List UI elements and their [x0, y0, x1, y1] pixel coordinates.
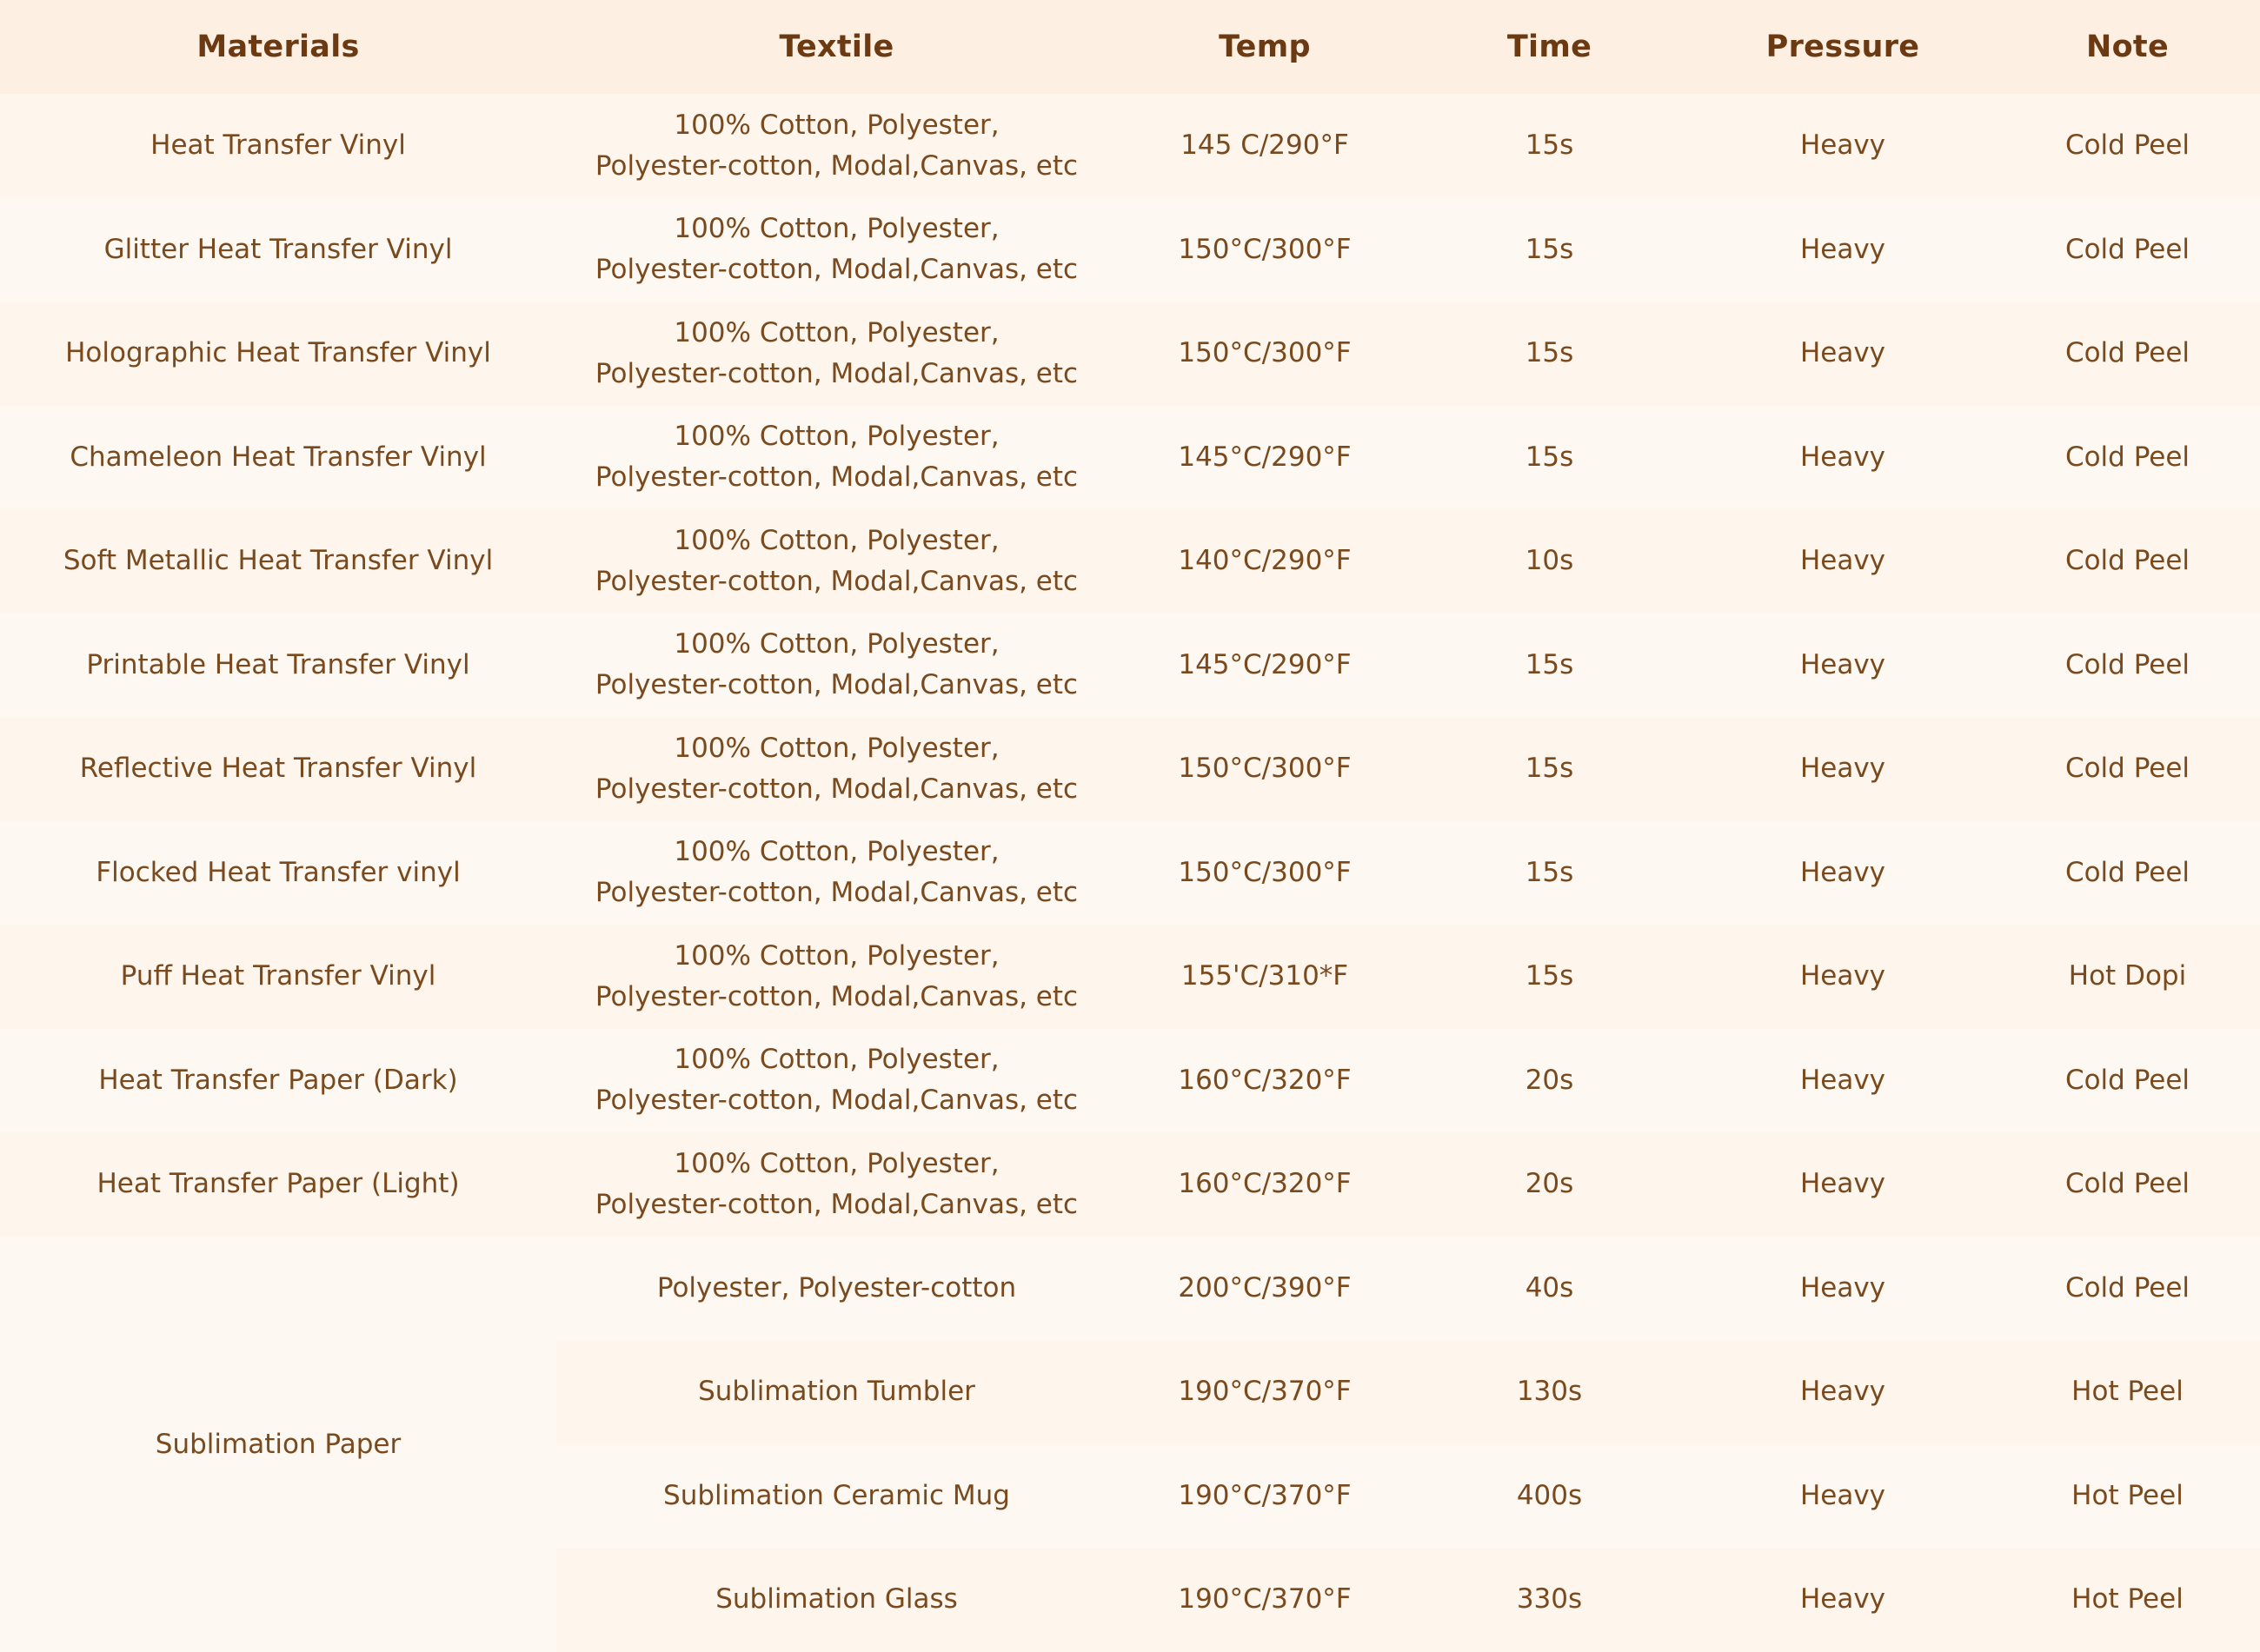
pressure-cell: Heavy [1799, 545, 1886, 577]
header-materials: Materials [196, 30, 360, 64]
pressure-cell: Heavy [1799, 1376, 1886, 1408]
textile-line: 100% Cotton, Polyester, [674, 836, 1000, 868]
note-cell: Cold Peel [2064, 129, 2190, 162]
note-cell: Cold Peel [2064, 1168, 2190, 1200]
temp-cell: 150°C/300°F [1178, 753, 1352, 785]
note-cell: Hot Dopi [2068, 960, 2187, 992]
textile-cell [591, 406, 1082, 510]
time-cell: 40s [1525, 1271, 1574, 1304]
time-cell: 15s [1525, 129, 1574, 162]
temp-cell: 160°C/320°F [1178, 1064, 1352, 1096]
table-row [0, 302, 2260, 406]
pressure-cell: Heavy [1799, 1479, 1886, 1511]
textile-line: Polyester-cotton, Modal,Canvas, etc [595, 980, 1079, 1012]
textile-line: 100% Cotton, Polyester, [674, 213, 1000, 245]
temp-cell: 155'C/310*F [1180, 960, 1349, 992]
table-row [0, 925, 2260, 1029]
textile-cell [591, 198, 1082, 302]
pressure-cell: Heavy [1799, 441, 1886, 473]
textile-cell: Polyester, Polyester-cotton [656, 1271, 1017, 1304]
material-cell: Chameleon Heat Transfer Vinyl [70, 441, 487, 473]
note-cell: Cold Peel [2064, 856, 2190, 888]
textile-line: 100% Cotton, Polyester, [674, 628, 1000, 660]
temp-cell: 150°C/300°F [1178, 856, 1352, 888]
pressure-cell: Heavy [1799, 1168, 1886, 1200]
material-cell: Holographic Heat Transfer Vinyl [65, 337, 491, 369]
temp-cell: 150°C/300°F [1178, 337, 1352, 369]
textile-cell [591, 509, 1082, 614]
table-header [0, 0, 2260, 94]
textile-line: 100% Cotton, Polyester, [674, 316, 1000, 348]
note-cell: Cold Peel [2064, 441, 2190, 473]
time-cell: 330s [1516, 1583, 1583, 1616]
material-cell: Printable Heat Transfer Vinyl [86, 648, 470, 680]
textile-line: Polyester-cotton, Modal,Canvas, etc [595, 669, 1079, 701]
header-temp: Temp [1219, 30, 1311, 64]
textile-line: 100% Cotton, Polyester, [674, 109, 1000, 141]
textile-cell [591, 302, 1082, 406]
textile-line: Polyester-cotton, Modal,Canvas, etc [595, 877, 1079, 909]
temp-cell: 190°C/370°F [1178, 1583, 1352, 1616]
table-row [0, 614, 2260, 718]
time-cell: 20s [1525, 1168, 1574, 1200]
textile-cell [591, 1029, 1082, 1133]
time-cell: 15s [1525, 441, 1574, 473]
time-cell: 20s [1525, 1064, 1574, 1096]
header-pressure: Pressure [1765, 30, 1920, 64]
textile-cell [591, 925, 1082, 1029]
note-cell: Hot Peel [2071, 1376, 2184, 1408]
textile-cell [591, 717, 1082, 821]
textile-line: Polyester-cotton, Modal,Canvas, etc [595, 149, 1079, 182]
material-cell: Heat Transfer Paper (Dark) [98, 1064, 458, 1096]
temp-cell: 140°C/290°F [1178, 545, 1352, 577]
table-row [0, 717, 2260, 821]
material-cell: Heat Transfer Paper (Light) [96, 1168, 460, 1200]
pressure-cell: Heavy [1799, 960, 1886, 992]
textile-line: 100% Cotton, Polyester, [674, 1044, 1000, 1076]
temp-cell: 200°C/390°F [1178, 1271, 1352, 1304]
textile-cell: Sublimation Glass [715, 1583, 958, 1616]
pressure-cell: Heavy [1799, 1064, 1886, 1096]
table-row [0, 198, 2260, 302]
material-cell: Reflective Heat Transfer Vinyl [79, 753, 477, 785]
temp-cell: 145°C/290°F [1178, 441, 1352, 473]
textile-line: 100% Cotton, Polyester, [674, 732, 1000, 764]
table-row [0, 406, 2260, 510]
note-cell: Cold Peel [2064, 233, 2190, 265]
time-cell: 10s [1525, 545, 1574, 577]
time-cell: 15s [1525, 233, 1574, 265]
temp-cell: 190°C/370°F [1178, 1376, 1352, 1408]
temp-cell: 160°C/320°F [1178, 1168, 1352, 1200]
note-cell: Cold Peel [2064, 648, 2190, 680]
textile-line: 100% Cotton, Polyester, [674, 1147, 1000, 1179]
textile-line: Polyester-cotton, Modal,Canvas, etc [595, 565, 1079, 597]
textile-cell [591, 94, 1082, 198]
pressure-cell: Heavy [1799, 233, 1886, 265]
note-cell: Hot Peel [2071, 1479, 2184, 1511]
temp-cell: 145°C/290°F [1178, 648, 1352, 680]
temp-cell: 145 C/290°F [1180, 129, 1349, 162]
note-cell: Cold Peel [2064, 1271, 2190, 1304]
header-note: Note [2085, 30, 2169, 64]
textile-line: 100% Cotton, Polyester, [674, 939, 1000, 972]
header-time: Time [1506, 30, 1592, 64]
pressure-cell: Heavy [1799, 856, 1886, 888]
pressure-cell: Heavy [1799, 1271, 1886, 1304]
time-cell: 15s [1525, 960, 1574, 992]
material-cell: Heat Transfer Vinyl [150, 129, 406, 162]
temp-cell: 150°C/300°F [1178, 233, 1352, 265]
pressure-cell: Heavy [1799, 337, 1886, 369]
temp-cell: 190°C/370°F [1178, 1479, 1352, 1511]
time-cell: 15s [1525, 337, 1574, 369]
textile-line: Polyester-cotton, Modal,Canvas, etc [595, 773, 1079, 805]
textile-line: Polyester-cotton, Modal,Canvas, etc [595, 254, 1079, 286]
textile-line: 100% Cotton, Polyester, [674, 524, 1000, 556]
material-cell: Glitter Heat Transfer Vinyl [103, 233, 453, 265]
time-cell: 15s [1525, 753, 1574, 785]
material-cell: Flocked Heat Transfer vinyl [96, 856, 461, 888]
material-cell: Soft Metallic Heat Transfer Vinyl [63, 545, 494, 577]
note-cell: Cold Peel [2064, 1064, 2190, 1096]
time-cell: 400s [1516, 1479, 1583, 1511]
pressure-cell: Heavy [1799, 648, 1886, 680]
textile-cell: Sublimation Tumbler [698, 1376, 975, 1408]
textile-line: Polyester-cotton, Modal,Canvas, etc [595, 1188, 1079, 1220]
note-cell: Cold Peel [2064, 753, 2190, 785]
table-row [0, 1132, 2260, 1237]
textile-cell [591, 614, 1082, 718]
textile-line: 100% Cotton, Polyester, [674, 421, 1000, 453]
note-cell: Cold Peel [2064, 337, 2190, 369]
textile-cell [591, 1132, 1082, 1237]
header-textile: Textile [779, 30, 894, 64]
table-row [0, 94, 2260, 198]
textile-line: Polyester-cotton, Modal,Canvas, etc [595, 357, 1079, 389]
pressure-cell: Heavy [1799, 129, 1886, 162]
time-cell: 15s [1525, 856, 1574, 888]
note-cell: Hot Peel [2071, 1583, 2184, 1616]
material-cell: Puff Heat Transfer Vinyl [120, 960, 436, 992]
table-row [0, 509, 2260, 614]
table-row [0, 821, 2260, 926]
textile-line: Polyester-cotton, Modal,Canvas, etc [595, 1085, 1079, 1117]
textile-cell: Sublimation Ceramic Mug [663, 1479, 1010, 1511]
table-row [0, 1029, 2260, 1133]
pressure-cell: Heavy [1799, 753, 1886, 785]
textile-line: Polyester-cotton, Modal,Canvas, etc [595, 461, 1079, 494]
pressure-cell: Heavy [1799, 1583, 1886, 1616]
time-cell: 130s [1516, 1376, 1583, 1408]
merged-material-cell: Sublimation Paper [0, 1237, 556, 1652]
textile-cell [591, 821, 1082, 926]
time-cell: 15s [1525, 648, 1574, 680]
note-cell: Cold Peel [2064, 545, 2190, 577]
